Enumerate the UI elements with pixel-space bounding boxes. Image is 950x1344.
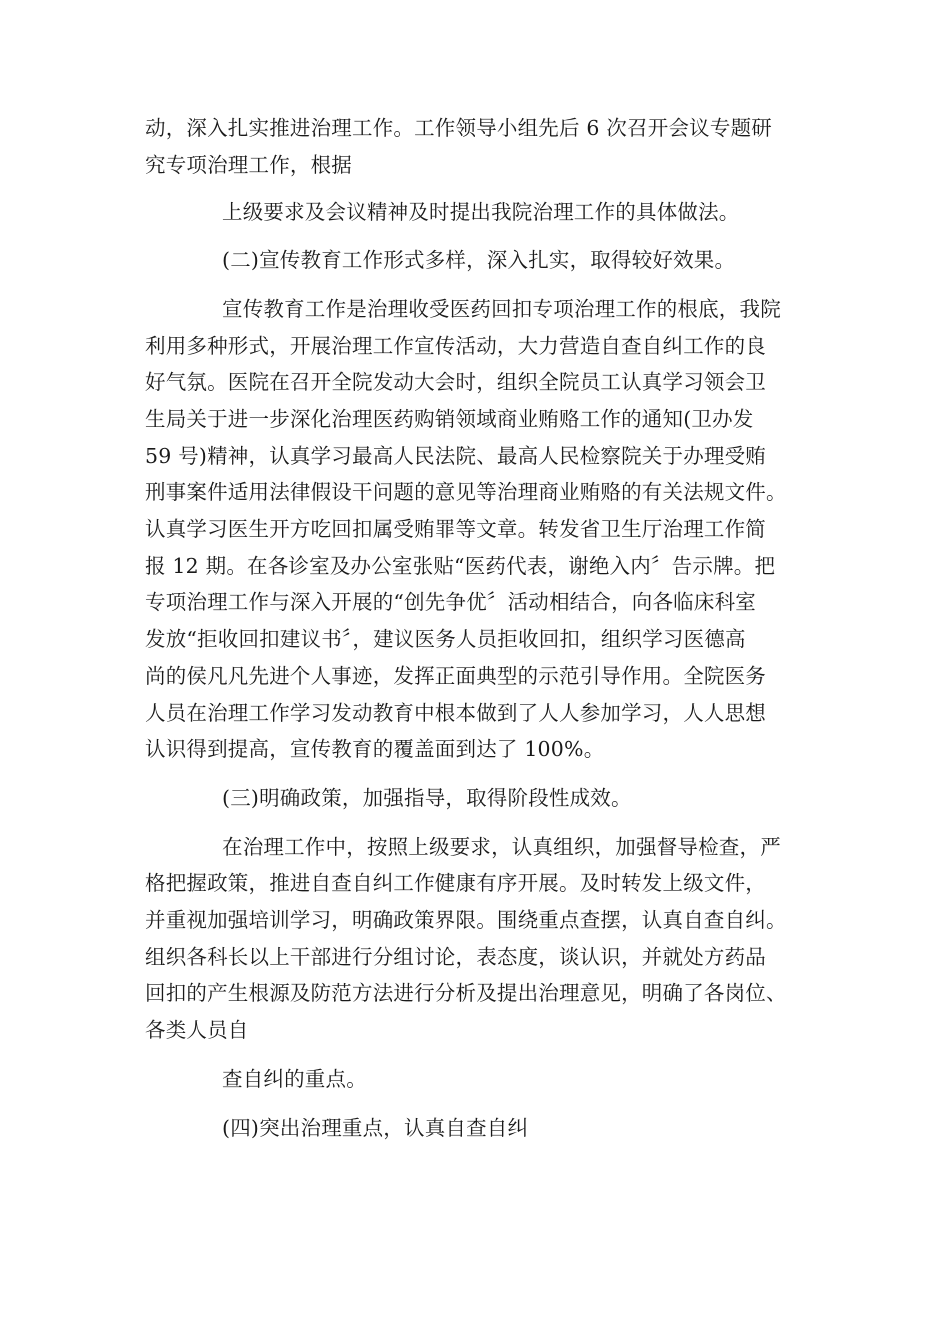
- paragraph-intro-continuation: [145, 110, 810, 183]
- text-line: 回扣的产生根源及防范方法进行分析及提出治理意见，明确了各岗位、: [145, 981, 787, 1006]
- text-line: 报 12 期。在各诊室及办公室张贴“医药代表，谢绝入内〞告示牌。把: [145, 553, 776, 578]
- text-line: 究专项治理工作，根据: [145, 152, 352, 177]
- heading-line: (三)明确政策，加强指导，取得阶段性成效。: [222, 785, 632, 810]
- text-line: 宣传教育工作是治理收受医药回扣专项治理工作的根底，我院: [222, 296, 781, 321]
- text-line: 并重视加强培训学习，明确政策界限。围绕重点查摆，认真自查自纠。: [145, 908, 787, 933]
- text-line: 动，深入扎实推进治理工作。工作领导小组先后 6 次召开会议专题研: [145, 116, 772, 140]
- paragraph-methods-continuation: [145, 194, 810, 231]
- text-line: 利用多种形式，开展治理工作宣传活动，大力营造自查自纠工作的良: [145, 333, 766, 358]
- text-line: 上级要求及会议精神及时提出我院治理工作的具体做法。: [222, 200, 740, 225]
- text-line: 发放“拒收回扣建议书〞，建议医务人员拒收回扣，组织学习医德高: [145, 627, 746, 652]
- text-line: 人员在治理工作学习发动教育中根本做到了人人参加学习，人人思想: [145, 700, 766, 725]
- text-line: 格把握政策，推进自查自纠工作健康有序开展。及时转发上级文件，: [145, 871, 766, 896]
- heading-line: (四)突出治理重点，认真自查自纠: [222, 1115, 529, 1140]
- text-line: 好气氛。医院在召开全院发动大会时，组织全院员工认真学习领会卫: [145, 370, 766, 395]
- text-line: 认真学习医生开方吃回扣属受贿罪等文章。转发省卫生厅治理工作简: [145, 517, 766, 542]
- paragraph-policy-guidance: [145, 829, 810, 1049]
- paragraph-publicity-education: [145, 291, 810, 768]
- document-page: [145, 110, 810, 1146]
- text-line: 59 号)精神，认真学习最高人民法院、最高人民检察院关于办理受贿: [145, 443, 766, 468]
- text-line: 生局关于进一步深化治理医药购销领域商业贿赂工作的通知(卫办发: [145, 406, 754, 431]
- section-heading-4: [145, 1110, 810, 1147]
- section-heading-3: [145, 780, 810, 817]
- text-line: 尚的侯凡凡先进个人事迹，发挥正面典型的示范引导作用。全院医务: [145, 663, 766, 688]
- text-line: 各类人员自: [145, 1018, 249, 1043]
- text-line: 组织各科长以上干部进行分组讨论，表态度，谈认识，并就处方药品: [145, 944, 766, 969]
- paragraph-key-points-continuation: [145, 1061, 810, 1098]
- section-heading-2: [145, 242, 810, 279]
- text-line: 专项治理工作与深入开展的“创先争优〞活动相结合，向各临床科室: [145, 590, 756, 615]
- heading-line: (二)宣传教育工作形式多样，深入扎实，取得较好效果。: [222, 248, 736, 273]
- text-line: 认识得到提高，宣传教育的覆盖面到达了 100%。: [145, 737, 605, 762]
- text-line: 刑事案件适用法律假设干问题的意见等治理商业贿赂的有关法规文件。: [145, 480, 787, 505]
- text-line: 查自纠的重点。: [222, 1066, 367, 1091]
- text-line: 在治理工作中，按照上级要求，认真组织，加强督导检查，严: [222, 834, 781, 859]
